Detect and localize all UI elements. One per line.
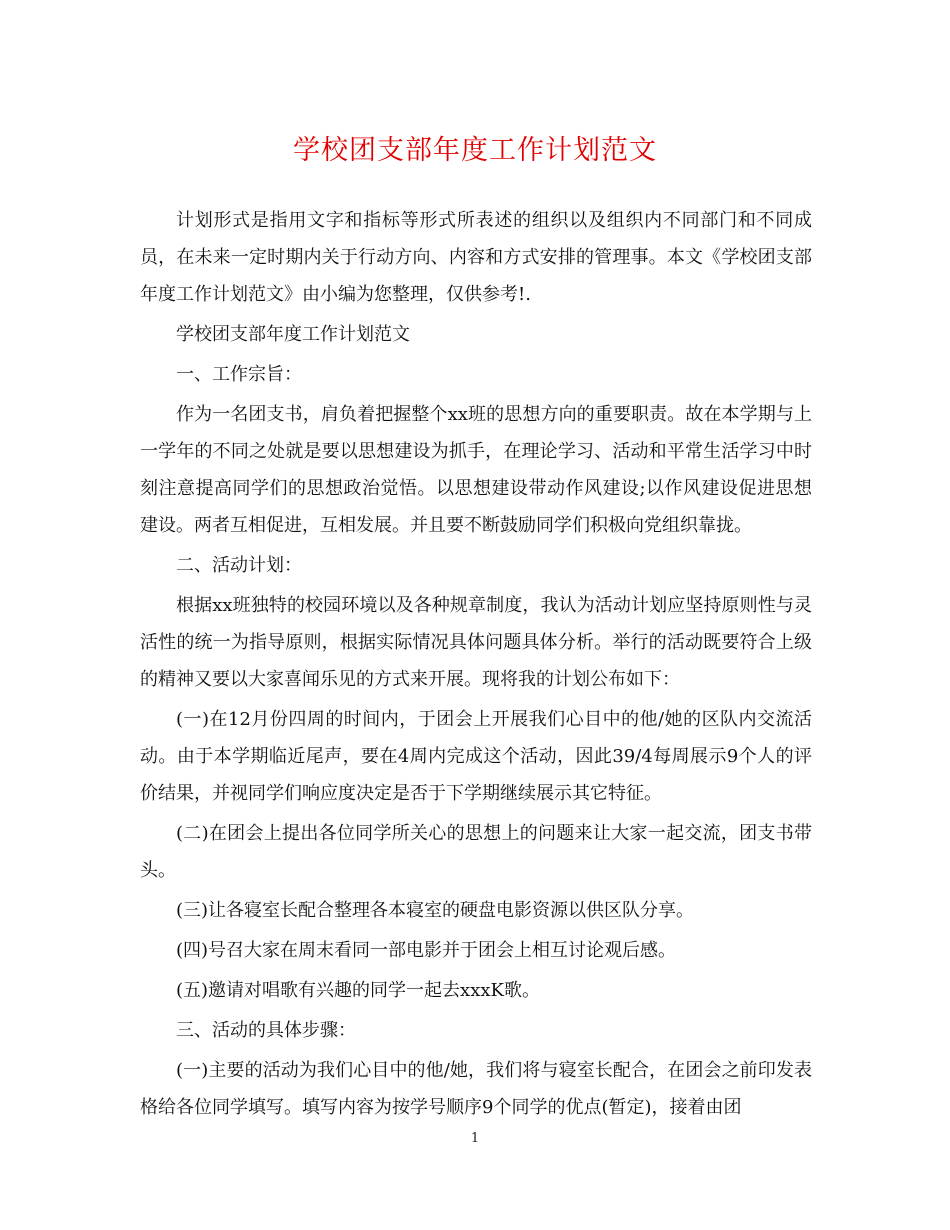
paragraph: 学校团支部年度工作计划范文 [176,324,410,345]
list-item: (三)让各寝室长配合整理各本寝室的硬盘电影资源以供区队分享。 [176,900,695,921]
paragraph: 作为一名团支书，肩负着把握整个xx班的思想方向的重要职责。故在本学期与上一学年的不同之处就是要以思想建设为抓手，在理论学习、活动和平常生活学习中时刻注意提高同学们的思想政治觉悟。以思想建设带动作风建设;以作风建设促进思想建设。两者互相促进，互相发展。并且要不断鼓励同学们积极向党组织靠拢。 [140,404,812,536]
document-title: 学校团支部年度工作计划范文 [293,135,657,166]
list-item: (四)号召大家在周末看同一部电影并于团会上相互讨论观后感。 [176,940,677,961]
list-item: (一)主要的活动为我们心目中的他/她，我们将与寝室长配合，在团会之前印发表格给各位同学填写。填写内容为按学号顺序9个同学的优点(暂定)，接着由团 [140,1060,812,1118]
list-item: (二)在团会上提出各位同学所关心的思想上的问题来让大家一起交流，团支书带头。 [140,823,812,881]
section-heading: 二、活动计划： [176,555,302,576]
section-heading: 一、工作宗旨： [176,364,302,385]
paragraph: 计划形式是指用文字和指标等形式所表述的组织以及组织内不同部门和不同成员，在未来一定时期内关于行动方向、内容和方式安排的管理事。本文《学校团支部年度工作计划范文》由小编为您整理，仅供参考!. [140,210,812,305]
section-heading: 三、活动的具体步骤： [176,1020,356,1041]
list-item: (一)在12月份四周的时间内，于团会上开展我们心目中的他/她的区队内交流活动。由于本学期临近尾声，要在4周内完成这个活动，因此39/4每周展示9个人的评价结果，并视同学们响应度决定是否于下学期继续展示其它特征。 [140,709,812,804]
paragraph: 根据xx班独特的校园环境以及各种规章制度，我认为活动计划应坚持原则性与灵活性的统一为指导原则，根据实际情况具体问题具体分析。举行的活动既要符合上级的精神又要以大家喜闻乐见的方式来开展。现将我的计划公布如下： [140,595,812,690]
list-item: (五)邀请对唱歌有兴趣的同学一起去xxxK歌。 [176,980,540,1001]
page-number: 1 [470,1131,480,1146]
document-body [140,202,812,1126]
